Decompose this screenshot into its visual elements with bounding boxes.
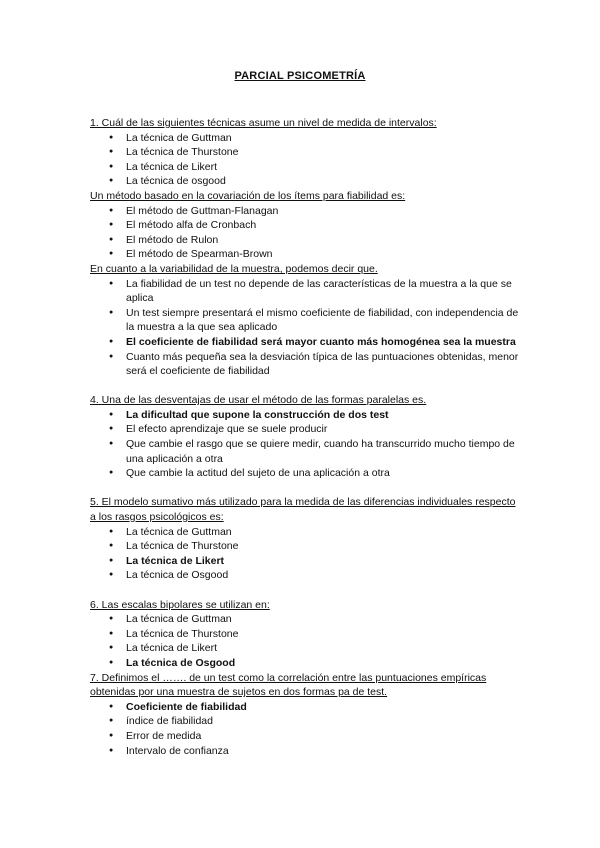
question-block: [90, 671, 520, 759]
question-block: [90, 598, 520, 671]
option-item: ● La técnica de Likert: [90, 641, 520, 656]
option-item: ● La técnica de Likert: [90, 160, 520, 175]
option-item: ● La técnica de osgood: [90, 174, 520, 189]
question-text: 4. Una de las desventajas de usar el método de las formas paralelas es.: [90, 394, 427, 407]
option-item: ● La técnica de Osgood: [90, 568, 520, 583]
options-list: [90, 204, 520, 262]
option-item: ● La técnica de Guttman: [90, 612, 520, 627]
options-list: [90, 408, 520, 481]
question-text: 6. Las escalas bipolares se utilizan en:: [90, 598, 270, 611]
option-item: ● La técnica de Thurstone: [90, 539, 520, 554]
option-item: ● La técnica de Guttman: [90, 525, 520, 540]
option-item-correct: ● Coeficiente de fiabilidad: [90, 700, 520, 715]
option-item: ● El método de Guttman-Flanagan: [90, 204, 520, 219]
option-item: ● El método de Spearman-Brown: [90, 247, 520, 262]
question-block: [90, 262, 520, 379]
option-item-correct: ● La técnica de Osgood: [90, 656, 520, 671]
options-list: [90, 277, 520, 379]
options-list: [90, 131, 520, 189]
option-item-correct: ● La técnica de Likert: [90, 554, 520, 569]
option-item-correct: ● La dificultad que supone la construcción de dos test: [90, 408, 520, 423]
question-text: En cuanto a la variabilidad de la muestra, podemos decir que.: [90, 262, 378, 275]
question-list: [90, 116, 520, 758]
option-item: ● Un test siempre presentará el mismo coeficiente de fiabilidad, con independencia de la muestra a la que sea aplicado: [90, 306, 520, 335]
question-block: [90, 393, 520, 481]
options-list: [90, 700, 520, 758]
option-item: ● Error de medida: [90, 729, 520, 744]
options-list: [90, 525, 520, 583]
question-block: [90, 116, 520, 189]
option-item: ● Que cambie el rasgo que se quiere medir, cuando ha transcurrido mucho tiempo de una aplicación a otra: [90, 437, 520, 466]
question-block: [90, 189, 520, 262]
question-text: 1. Cuál de las siguientes técnicas asume un nivel de medida de intervalos:: [90, 117, 437, 129]
option-item: ● La técnica de Thurstone: [90, 145, 520, 160]
option-item-correct: ● El coeficiente de fiabilidad será mayor cuanto más homogénea sea la muestra: [90, 335, 520, 350]
question-text: 7. Definimos el ……. de un test como la correlación entre las puntuaciones empíricas obtenidas por una muestra de sujetos en dos formas pa de test.: [90, 671, 487, 699]
options-list: [90, 612, 520, 670]
option-item: ● Intervalo de confianza: [90, 744, 520, 759]
question-block: [90, 495, 520, 583]
option-item: ● Cuanto más pequeña sea la desviación típica de las puntuaciones obtenidas, menor será el coeficiente de fiabilidad: [90, 350, 520, 379]
option-item: ● Que cambie la actitud del sujeto de una aplicación a otra: [90, 466, 520, 481]
question-text: 5. El modelo sumativo más utilizado para la medida de las diferencias individuales respecto a los rasgos psicológicos es:: [90, 496, 516, 524]
option-item: ● índice de fiabilidad: [90, 714, 520, 729]
option-item: ● La técnica de Thurstone: [90, 627, 520, 642]
page-title: PARCIAL PSICOMETRÍA: [234, 70, 366, 82]
question-text: Un método basado en la covariación de los ítems para fiabilidad es:: [90, 189, 406, 202]
option-item: ● El método alfa de Cronbach: [90, 218, 520, 233]
option-item: ● La fiabilidad de un test no depende de las características de la muestra a la que se aplica: [90, 277, 520, 306]
option-item: ● El efecto aprendizaje que se suele producir: [90, 422, 520, 437]
option-item: ● La técnica de Guttman: [90, 131, 520, 146]
option-item: ● El método de Rulon: [90, 233, 520, 248]
